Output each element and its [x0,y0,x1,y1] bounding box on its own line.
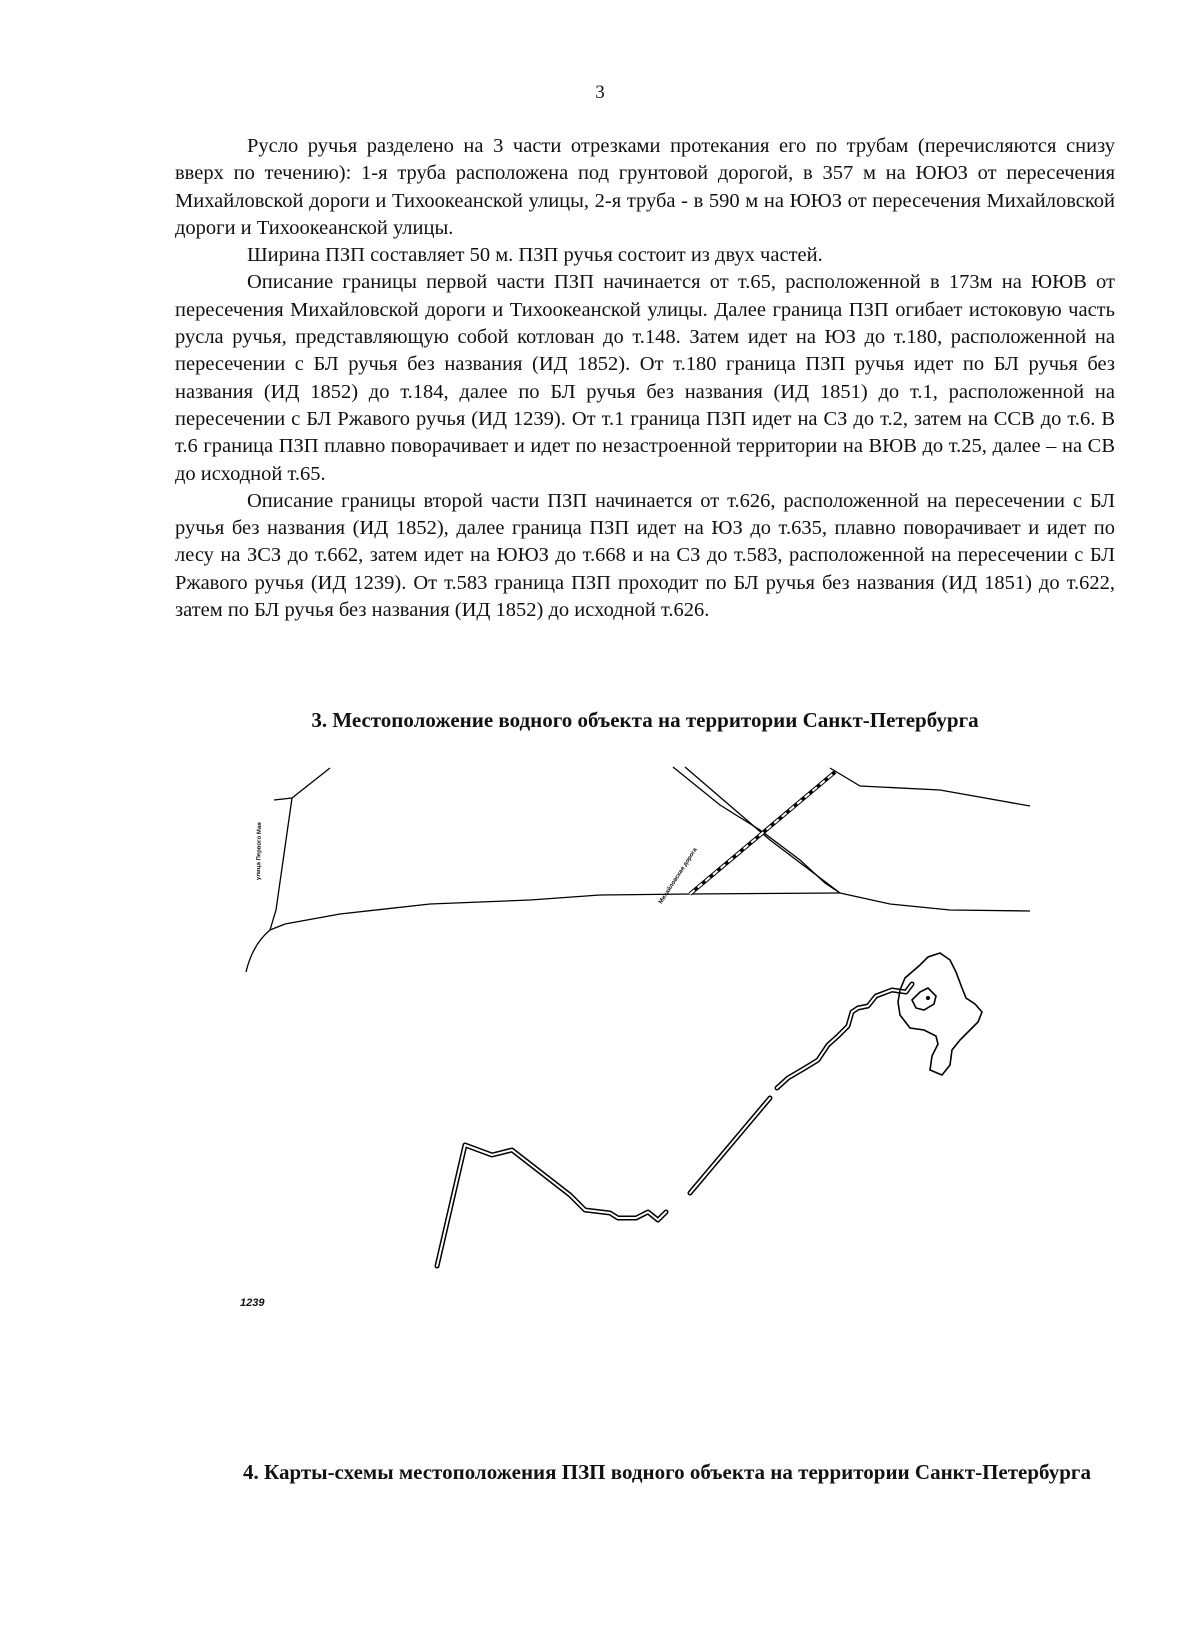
location-map [240,760,1040,1320]
paragraph-4: Описание границы второй части ПЗП начинается от т.626, расположенной на пересечении с БЛ ручья без названия (ИД 1852), далее граница ПЗП идет на ЮЗ до т.635, плавно поворачивает и идет по лесу на ЗСЗ до т.662, затем идет на ЮЮЗ до т.668 и на СЗ до т.583, расположенной на пересечении с БЛ Ржавого ручья (ИД 1239). От т.583 граница ПЗП проходит по БЛ ручья без названия (ИД 1851) до т.622, затем по БЛ ручья без названия (ИД 1852) до исходной т.626. [175,489,1115,622]
road-right-lower [840,893,1030,911]
section-3-heading: 3. Местоположение водного объекта на территории Санкт-Петербурга [311,708,979,732]
paragraph-1: Русло ручья разделено на 3 части отрезками протекания его по трубам (перечисляются снизу вверх по течению): 1-я труба расположена под грунтовой дорогой, в 357 м на ЮЮЗ от пересечения Михайловской дороги и Тихоокеанской улицы, 2-я труба - в 590 м на ЮЮЗ от пересечения Михайловской дороги и Тихоокеанской улицы. [175,135,1115,239]
paragraph-3: Описание границы первой части ПЗП начинается от т.65, расположенной в 173м на ЮЮВ от пересечения Михайловской дороги и Тихоокеанской улицы. Далее граница ПЗП огибает истоковую часть русла ручья, представляющую собой котлован до т.148. Затем идет на ЮЗ до т.180, расположенной на пересечении с БЛ ручья без названия (ИД 1852). От т.180 граница ПЗП ручья идет по БЛ ручья без названия (ИД 1852) до т.184, далее по БЛ ручья без названия (ИД 1851) до т.1, расположенной на пересечении с БЛ Ржавого ручья (ИД 1239). От т.1 граница ПЗП идет на СЗ до т.2, затем на ССВ до т.6. В т.6 граница ПЗП плавно поворачивает и идет по незастроенной территории на ВЮВ до т.25, далее – на СВ до исходной т.65. [175,271,1115,485]
page-number: 3 [595,82,605,103]
road-right-upper [830,768,1030,806]
body-text [175,133,1115,624]
map-drawing [240,760,1040,1320]
pond [898,953,982,1075]
road-lines [246,767,1030,972]
road-left-curve [270,924,285,930]
road-left-vertical [270,798,292,930]
stream-id-label: 1239 [240,1297,265,1309]
street-label-right: Михайловская дорога [658,847,699,906]
street-label-left: улица Первого Мая [256,822,264,881]
road-main [285,894,690,924]
paragraph-2: Ширина ПЗП составляет 50 м. ПЗП ручья состоит из двух частей. [247,244,823,267]
road-left-bottom [246,930,270,972]
pond-point [926,996,930,1000]
road-nw [274,768,330,800]
section-4-heading: 4. Карты-схемы местоположения ПЗП водного объекта на территории Санкт-Петербурга [243,1460,1091,1484]
stream-1239 [437,984,912,1266]
road-triangle-bottom [690,893,840,894]
